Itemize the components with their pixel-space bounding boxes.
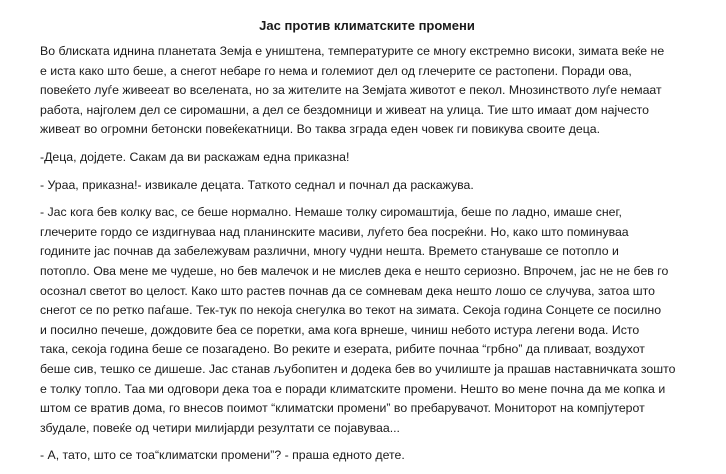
text-line: потопло. Ова мене ме чудеше, но бев малечок и не мислев дека е нешто сериозно. Впрочем, јас не не бев го bbox=[40, 263, 669, 278]
paragraph-story bbox=[40, 203, 704, 438]
text-line: - А, тато, што се тоа“климатски промени”? - праша едното дете. bbox=[40, 448, 405, 463]
paragraph-dialogue-children bbox=[40, 176, 704, 196]
text-line: Во блиската иднина планетата Земја е уништена, температурите се многу екстремно високи, зимата веќе не bbox=[40, 44, 665, 58]
text-line: - Ураа, приказна!- извикале децата. Таткото седнал и почнал да раскажува. bbox=[40, 177, 474, 192]
paragraph-dialogue-father bbox=[40, 148, 704, 168]
document-page bbox=[40, 18, 704, 474]
text-line: повеќето луѓе живееат во вселената, но за жителите на Земјата животот е пекол. Мнозинството луѓе немаат bbox=[40, 83, 662, 98]
document-title: Јас против климатските промени bbox=[259, 18, 475, 33]
text-line: беше сив, тешко се дишеше. Јас станав љубопитен и додека бев во училиште ја прашав наставничката зошто bbox=[40, 361, 676, 376]
text-line: живеат во огромни бетонски повеќекатници. Во таква зграда еден човек ги повикува своите деца. bbox=[40, 122, 601, 137]
text-line: осознал светот во целост. Како што растев почнав да се сомневам дека нешто лошо се случува, затоа што bbox=[40, 283, 655, 298]
text-line: - Јас кога бев колку вас, се беше нормално. Немаше толку сиромаштија, беше по ладно, имаше снег, bbox=[40, 205, 622, 220]
text-line: и посилно печеше, дождовите беа се поретки, ама кога врнеше, чиниш небото истура легени вода. Исто bbox=[40, 322, 640, 337]
text-line: штом се вратив дома, го внесов поимот “климатски промени” во пребарувачот. Мониторот на компјутерот bbox=[40, 401, 645, 416]
paragraph-intro bbox=[40, 42, 704, 140]
text-line: снегот се по ретко паѓаше. Тек-тук по некоја снегулка во текот на зимата. Секоја година Сонцете се посилно bbox=[40, 303, 662, 318]
text-line: така, секоја година беше се позагадено. Во реките и езерата, рибите почнаа “грбно” да пливаат, воздухот bbox=[40, 342, 645, 357]
text-line: е иста како што беше, а снегот небаре го нема и големиот дел од глечерите се растопени. Поради ова, bbox=[40, 63, 632, 78]
text-line: -Деца, дојдете. Сакам да ви раскажам една приказна! bbox=[40, 149, 350, 164]
paragraph-child-question bbox=[40, 446, 704, 466]
text-line: работа, најголем дел се сиромашни, а дел се бездомници и живеат на улица. Тие што имаат дом најчесто bbox=[40, 102, 649, 117]
text-line: годините јас почнав да забележувам различни, многу чудни нешта. Времето стануваше се потопло и bbox=[40, 244, 619, 259]
text-line: е толку топло. Таа ми одговори дека тоа е поради климатските промени. Нешто во мене почна да ме копка и bbox=[40, 381, 666, 396]
text-line: збудале, повеќе од четири милијарди резултати се појавуваа... bbox=[40, 420, 400, 435]
text-line: глечерите гордо се издигнуваа над планинските масиви, луѓето беа посреќни. Но, како што поминуваа bbox=[40, 224, 629, 239]
